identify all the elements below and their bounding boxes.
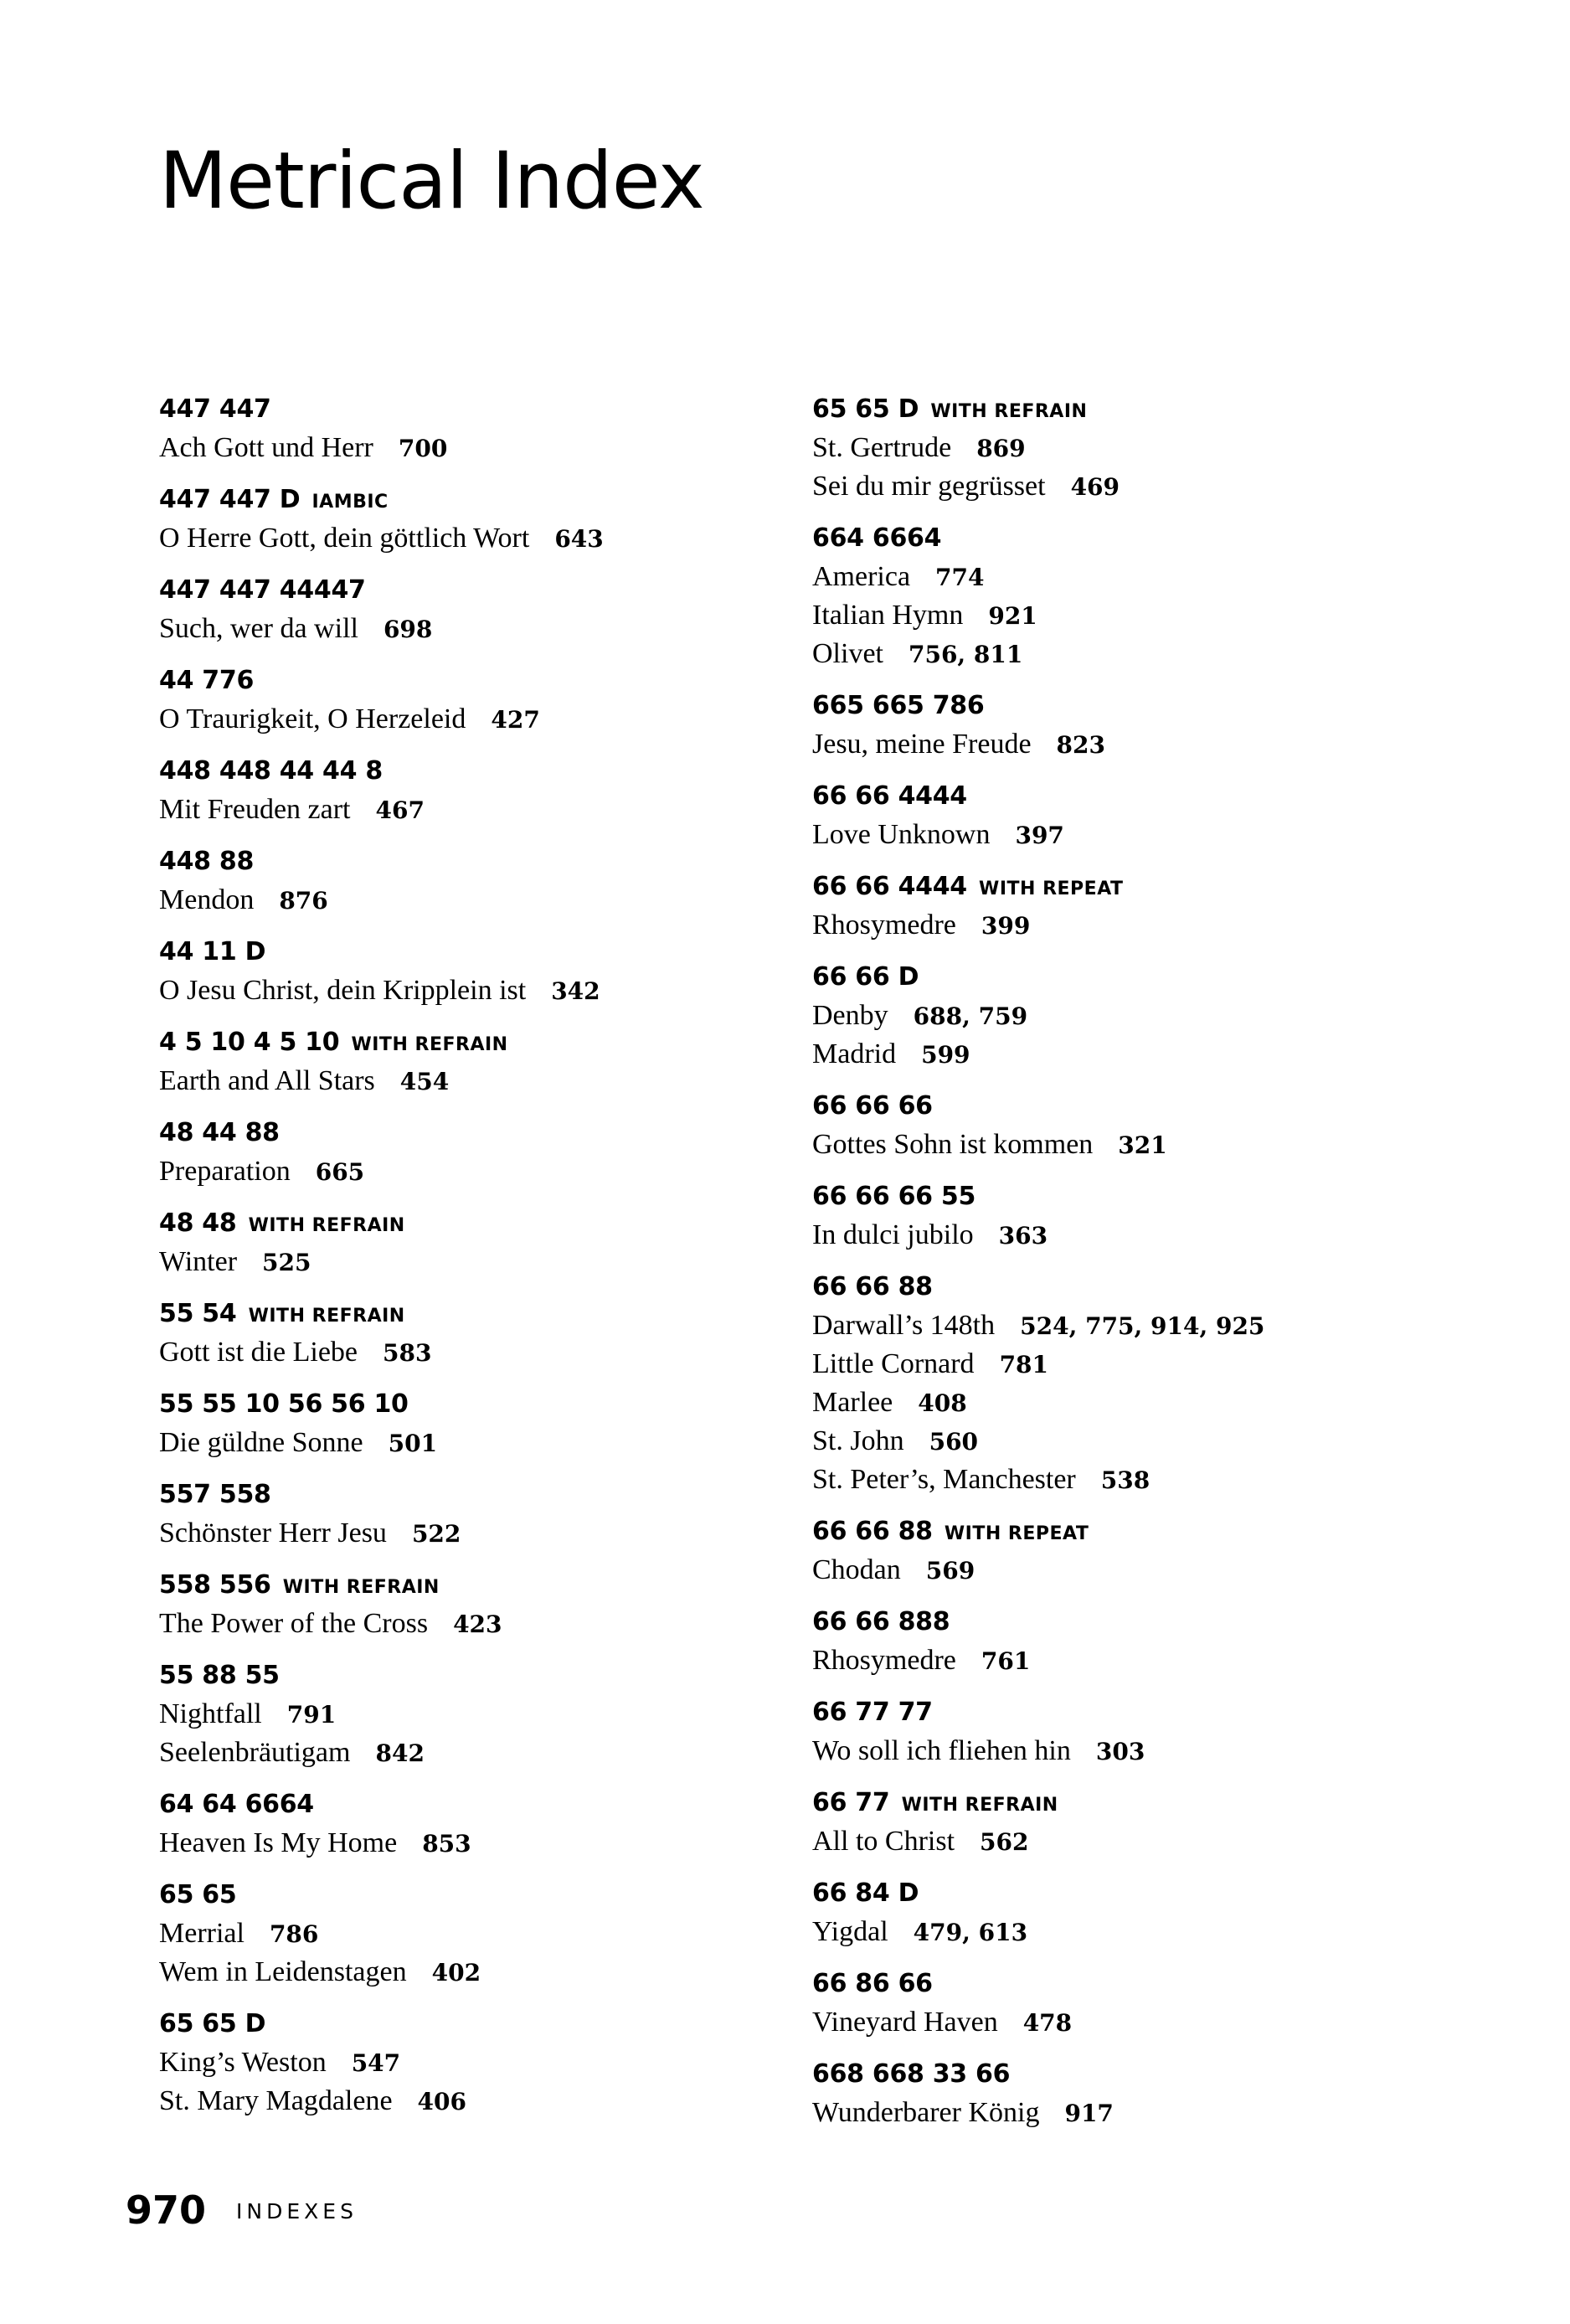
hymn-numbers: 342 bbox=[551, 977, 600, 1005]
meter-code: 66 66 4444 bbox=[812, 872, 967, 901]
tune-entry bbox=[159, 1333, 795, 1372]
tune-name: St. John bbox=[812, 1425, 904, 1456]
meter-group bbox=[812, 1874, 1449, 1951]
tune-name: Mit Freuden zart bbox=[159, 794, 351, 825]
meter-heading bbox=[812, 1965, 1449, 2003]
meter-group bbox=[159, 1876, 795, 1992]
hymn-numbers: 399 bbox=[981, 912, 1031, 940]
meter-code: 66 77 77 bbox=[812, 1698, 933, 1727]
meter-group bbox=[159, 1114, 795, 1191]
hymn-numbers: 560 bbox=[929, 1428, 979, 1456]
tune-entry bbox=[812, 1551, 1449, 1590]
tune-name: Jesu, meine Freude bbox=[812, 729, 1032, 760]
meter-group bbox=[812, 2055, 1449, 2132]
tune-name: Mendon bbox=[159, 884, 255, 915]
hymn-numbers: 469 bbox=[1070, 473, 1120, 501]
meter-code: 65 65 D bbox=[812, 394, 919, 424]
hymn-numbers: 569 bbox=[925, 1557, 975, 1585]
meter-group bbox=[159, 1385, 795, 1462]
meter-group bbox=[159, 843, 795, 920]
hymn-numbers: 917 bbox=[1064, 2100, 1114, 2127]
tune-name: Such, wer da will bbox=[159, 613, 358, 644]
tune-name: Wunderbarer König bbox=[812, 2097, 1040, 2128]
tune-name: Nightfall bbox=[159, 1698, 262, 1729]
hymn-numbers: 921 bbox=[988, 602, 1037, 630]
meter-heading bbox=[159, 1476, 795, 1514]
meter-heading bbox=[812, 1693, 1449, 1732]
tune-entry bbox=[159, 2043, 795, 2082]
tune-entry bbox=[812, 2094, 1449, 2132]
meter-group bbox=[812, 1268, 1449, 1499]
meter-code: 665 665 786 bbox=[812, 691, 985, 720]
hymn-numbers: 525 bbox=[262, 1249, 311, 1276]
meter-group bbox=[812, 519, 1449, 673]
meter-group bbox=[159, 752, 795, 829]
meter-code: 64 64 6664 bbox=[159, 1790, 314, 1819]
hymn-numbers: 402 bbox=[431, 1959, 481, 1986]
hymn-numbers: 761 bbox=[981, 1647, 1031, 1675]
meter-heading bbox=[159, 2005, 795, 2043]
meter-heading bbox=[812, 1268, 1449, 1306]
tune-name: Wo soll ich fliehen hin bbox=[812, 1735, 1071, 1766]
hymn-numbers: 643 bbox=[554, 525, 604, 553]
meter-heading bbox=[159, 1023, 795, 1062]
meter-code: 66 66 66 bbox=[812, 1091, 933, 1121]
meter-group bbox=[812, 868, 1449, 945]
meter-group bbox=[812, 1693, 1449, 1770]
tune-name: Earth and All Stars bbox=[159, 1065, 375, 1096]
meter-group bbox=[812, 1087, 1449, 1164]
tune-name: Italian Hymn bbox=[812, 600, 964, 631]
meter-heading bbox=[812, 958, 1449, 997]
hymn-numbers: 397 bbox=[1015, 822, 1064, 849]
tune-entry bbox=[159, 429, 795, 467]
meter-code: 66 86 66 bbox=[812, 1969, 933, 1998]
meter-code: 55 88 55 bbox=[159, 1661, 280, 1690]
tune-name: Gott ist die Liebe bbox=[159, 1337, 358, 1368]
meter-heading bbox=[812, 687, 1449, 725]
meter-code: 44 11 D bbox=[159, 937, 266, 966]
meter-heading bbox=[812, 2055, 1449, 2094]
meter-code: 66 66 888 bbox=[812, 1607, 950, 1636]
tune-name: Darwall’s 148th bbox=[812, 1310, 996, 1341]
meter-group bbox=[812, 687, 1449, 764]
page-footer bbox=[126, 2189, 358, 2241]
hymn-numbers: 791 bbox=[286, 1701, 337, 1729]
tune-name: King’s Weston bbox=[159, 2047, 327, 2078]
meter-group bbox=[159, 481, 795, 558]
tune-entry bbox=[812, 906, 1449, 945]
meter-code: 448 88 bbox=[159, 847, 255, 876]
tune-entry bbox=[159, 1914, 795, 1953]
meter-code: 44 776 bbox=[159, 666, 255, 695]
meter-code: 65 65 bbox=[159, 1880, 237, 1909]
meter-heading bbox=[812, 777, 1449, 816]
meter-heading bbox=[159, 662, 795, 700]
tune-entry bbox=[812, 997, 1449, 1035]
tune-entry bbox=[812, 1126, 1449, 1164]
meter-group bbox=[159, 390, 795, 467]
tune-entry bbox=[812, 1345, 1449, 1384]
tune-name: Ach Gott und Herr bbox=[159, 432, 373, 463]
tune-entry bbox=[159, 1152, 795, 1191]
meter-group bbox=[159, 571, 795, 648]
tune-entry bbox=[812, 1384, 1449, 1422]
meter-heading bbox=[812, 1087, 1449, 1126]
tune-entry bbox=[812, 2003, 1449, 2042]
tune-name: Die güldne Sonne bbox=[159, 1427, 363, 1458]
tune-entry bbox=[812, 596, 1449, 635]
tune-entry bbox=[159, 1824, 795, 1863]
tune-name: St. Mary Magdalene bbox=[159, 2085, 393, 2116]
hymn-numbers: 321 bbox=[1118, 1131, 1167, 1159]
tune-entry bbox=[159, 1243, 795, 1281]
hymn-numbers: 562 bbox=[980, 1828, 1029, 1856]
meter-qualifier: WITH REPEAT bbox=[944, 1523, 1089, 1544]
meter-qualifier: WITH REFRAIN bbox=[901, 1795, 1058, 1816]
hymn-numbers: 479, 613 bbox=[913, 1919, 1028, 1946]
tune-entry bbox=[159, 971, 795, 1010]
tune-name: Madrid bbox=[812, 1038, 897, 1069]
meter-group bbox=[159, 1566, 795, 1643]
meter-group bbox=[812, 1603, 1449, 1680]
meter-heading bbox=[812, 1874, 1449, 1913]
tune-name: Gottes Sohn ist kommen bbox=[812, 1129, 1094, 1160]
tune-entry bbox=[812, 467, 1449, 506]
hymn-numbers: 781 bbox=[999, 1351, 1049, 1378]
hymn-numbers: 501 bbox=[388, 1430, 438, 1457]
meter-code: 55 54 bbox=[159, 1299, 237, 1328]
meter-heading bbox=[159, 752, 795, 791]
hymn-numbers: 876 bbox=[279, 887, 328, 915]
meter-group bbox=[812, 1784, 1449, 1861]
hymn-numbers: 688, 759 bbox=[913, 1002, 1028, 1030]
tune-name: O Traurigkeit, O Herzeleid bbox=[159, 703, 466, 734]
meter-qualifier: IAMBIC bbox=[311, 492, 389, 513]
hymn-numbers: 823 bbox=[1056, 731, 1105, 759]
tune-name: Marlee bbox=[812, 1387, 893, 1418]
tune-name: Chodan bbox=[812, 1554, 901, 1585]
meter-code: 48 48 bbox=[159, 1208, 237, 1238]
meter-code: 447 447 bbox=[159, 394, 271, 424]
tune-entry bbox=[812, 1306, 1449, 1345]
tune-entry bbox=[159, 700, 795, 739]
meter-heading bbox=[812, 1177, 1449, 1216]
meter-heading bbox=[159, 1114, 795, 1152]
tune-name: America bbox=[812, 561, 911, 592]
tune-entry bbox=[812, 1035, 1449, 1074]
meter-group bbox=[812, 958, 1449, 1074]
page-number: 970 bbox=[126, 2187, 207, 2233]
tune-entry bbox=[159, 1424, 795, 1462]
hymn-numbers: 467 bbox=[375, 796, 425, 824]
tune-entry bbox=[812, 725, 1449, 764]
meter-code: 66 66 D bbox=[812, 962, 919, 992]
page-title: Metrical Index bbox=[159, 136, 704, 227]
tune-entry bbox=[812, 1422, 1449, 1461]
hymn-numbers: 427 bbox=[491, 706, 540, 734]
tune-entry bbox=[159, 1734, 795, 1772]
hymn-numbers: 423 bbox=[453, 1610, 502, 1638]
meter-heading bbox=[159, 1295, 795, 1333]
meter-group bbox=[159, 2005, 795, 2120]
tune-entry bbox=[159, 1695, 795, 1734]
tune-entry bbox=[812, 558, 1449, 596]
hymn-numbers: 583 bbox=[383, 1339, 432, 1367]
hymn-numbers: 599 bbox=[921, 1041, 970, 1069]
index-column-right bbox=[812, 390, 1449, 2132]
tune-entry bbox=[159, 1062, 795, 1100]
meter-group bbox=[812, 1965, 1449, 2042]
hymn-numbers: 524, 775, 914, 925 bbox=[1020, 1312, 1265, 1340]
meter-heading bbox=[812, 1603, 1449, 1641]
tune-entry bbox=[812, 429, 1449, 467]
meter-code: 66 66 88 bbox=[812, 1272, 933, 1301]
meter-heading bbox=[159, 843, 795, 881]
meter-qualifier: WITH REPEAT bbox=[979, 879, 1124, 899]
meter-group bbox=[812, 390, 1449, 506]
tune-entry bbox=[812, 1732, 1449, 1770]
tune-name: Seelenbräutigam bbox=[159, 1737, 351, 1768]
tune-name: Merrial bbox=[159, 1918, 245, 1949]
tune-name: Schönster Herr Jesu bbox=[159, 1518, 387, 1548]
tune-entry bbox=[159, 610, 795, 648]
tune-entry bbox=[812, 1913, 1449, 1951]
hymn-numbers: 842 bbox=[375, 1739, 425, 1767]
meter-qualifier: WITH REFRAIN bbox=[248, 1215, 405, 1236]
meter-code: 66 84 D bbox=[812, 1878, 919, 1908]
tune-name: St. Gertrude bbox=[812, 432, 952, 463]
tune-entry bbox=[812, 1822, 1449, 1861]
meter-heading bbox=[159, 1566, 795, 1605]
hymn-numbers: 538 bbox=[1100, 1466, 1150, 1494]
tune-entry bbox=[159, 2082, 795, 2120]
meter-qualifier: WITH REFRAIN bbox=[248, 1306, 405, 1327]
hymn-numbers: 700 bbox=[398, 435, 448, 462]
tune-name: All to Christ bbox=[812, 1826, 955, 1857]
tune-entry bbox=[159, 1605, 795, 1643]
meter-code: 66 66 4444 bbox=[812, 781, 967, 811]
tune-name: The Power of the Cross bbox=[159, 1608, 429, 1639]
tune-name: Heaven Is My Home bbox=[159, 1827, 398, 1858]
running-head: INDEXES bbox=[236, 2199, 358, 2224]
meter-heading bbox=[159, 390, 795, 429]
meter-code: 66 66 88 bbox=[812, 1517, 933, 1546]
meter-group bbox=[159, 1786, 795, 1863]
meter-heading bbox=[812, 1512, 1449, 1551]
meter-group bbox=[159, 1476, 795, 1553]
tune-entry bbox=[812, 635, 1449, 673]
hymn-numbers: 406 bbox=[417, 2088, 466, 2115]
hymn-numbers: 408 bbox=[918, 1389, 967, 1417]
meter-code: 664 6664 bbox=[812, 523, 942, 553]
tune-entry bbox=[159, 1953, 795, 1992]
meter-qualifier: WITH REFRAIN bbox=[282, 1577, 440, 1598]
tune-name: Vineyard Haven bbox=[812, 2007, 998, 2038]
tune-name: Little Cornard bbox=[812, 1348, 975, 1379]
meter-heading bbox=[159, 1657, 795, 1695]
tune-name: Winter bbox=[159, 1246, 238, 1277]
meter-heading bbox=[812, 519, 1449, 558]
meter-code: 668 668 33 66 bbox=[812, 2059, 1011, 2089]
meter-group bbox=[159, 1657, 795, 1772]
tune-entry bbox=[812, 1641, 1449, 1680]
tune-entry bbox=[812, 1461, 1449, 1499]
tune-name: Denby bbox=[812, 1000, 888, 1031]
meter-heading bbox=[159, 571, 795, 610]
hymn-numbers: 756, 811 bbox=[908, 641, 1023, 668]
meter-group bbox=[159, 933, 795, 1010]
meter-heading bbox=[159, 933, 795, 971]
hymn-numbers: 853 bbox=[422, 1830, 471, 1858]
tune-entry bbox=[159, 791, 795, 829]
hymn-numbers: 478 bbox=[1022, 2009, 1073, 2037]
meter-heading bbox=[159, 1786, 795, 1824]
tune-name: Preparation bbox=[159, 1156, 291, 1187]
meter-heading bbox=[159, 1876, 795, 1914]
tune-entry bbox=[812, 1216, 1449, 1255]
tune-name: St. Peter’s, Manchester bbox=[812, 1464, 1076, 1495]
hymn-numbers: 547 bbox=[351, 2049, 401, 2077]
meter-code: 48 44 88 bbox=[159, 1118, 280, 1147]
meter-code: 55 55 10 56 56 10 bbox=[159, 1389, 409, 1419]
meter-group bbox=[159, 1295, 795, 1372]
meter-group bbox=[812, 1512, 1449, 1590]
meter-heading bbox=[159, 1385, 795, 1424]
meter-code: 4 5 10 4 5 10 bbox=[159, 1028, 340, 1057]
hymn-numbers: 786 bbox=[269, 1920, 319, 1948]
hymn-numbers: 869 bbox=[976, 435, 1026, 462]
tune-name: Sei du mir gegrüsset bbox=[812, 471, 1046, 502]
hymn-numbers: 522 bbox=[411, 1520, 461, 1548]
hymn-numbers: 454 bbox=[399, 1068, 450, 1095]
index-column-left bbox=[159, 390, 795, 2120]
meter-heading bbox=[159, 1204, 795, 1243]
tune-name: Rhosymedre bbox=[812, 910, 956, 940]
meter-heading bbox=[159, 481, 795, 519]
meter-qualifier: WITH REFRAIN bbox=[351, 1034, 508, 1055]
tune-name: Wem in Leidenstagen bbox=[159, 1956, 407, 1987]
meter-heading bbox=[812, 390, 1449, 429]
hymn-numbers: 363 bbox=[998, 1222, 1048, 1250]
hymn-numbers: 665 bbox=[315, 1158, 365, 1186]
meter-code: 448 448 44 44 8 bbox=[159, 756, 383, 786]
tune-name: O Herre Gott, dein göttlich Wort bbox=[159, 523, 530, 554]
meter-group bbox=[159, 1023, 795, 1100]
meter-code: 558 556 bbox=[159, 1570, 271, 1600]
tune-name: Yigdal bbox=[812, 1916, 888, 1947]
hymn-numbers: 774 bbox=[935, 564, 985, 591]
tune-name: In dulci jubilo bbox=[812, 1219, 974, 1250]
meter-heading bbox=[812, 1784, 1449, 1822]
meter-group bbox=[812, 777, 1449, 854]
hymn-numbers: 698 bbox=[383, 616, 433, 643]
meter-qualifier: WITH REFRAIN bbox=[930, 401, 1088, 422]
meter-group bbox=[159, 662, 795, 739]
meter-code: 447 447 D bbox=[159, 485, 301, 514]
tune-entry bbox=[159, 519, 795, 558]
meter-code: 557 558 bbox=[159, 1480, 271, 1509]
tune-name: Olivet bbox=[812, 638, 883, 669]
meter-code: 65 65 D bbox=[159, 2009, 266, 2038]
tune-name: Rhosymedre bbox=[812, 1645, 956, 1676]
tune-entry bbox=[812, 816, 1449, 854]
meter-group bbox=[812, 1177, 1449, 1255]
tune-entry bbox=[159, 881, 795, 920]
tune-name: Love Unknown bbox=[812, 819, 991, 850]
tune-name: O Jesu Christ, dein Kripplein ist bbox=[159, 975, 527, 1006]
meter-group bbox=[159, 1204, 795, 1281]
meter-code: 66 77 bbox=[812, 1788, 890, 1817]
meter-code: 447 447 44447 bbox=[159, 575, 366, 605]
meter-code: 66 66 66 55 bbox=[812, 1182, 976, 1211]
meter-heading bbox=[812, 868, 1449, 906]
tune-entry bbox=[159, 1514, 795, 1553]
hymn-numbers: 303 bbox=[1095, 1738, 1145, 1765]
